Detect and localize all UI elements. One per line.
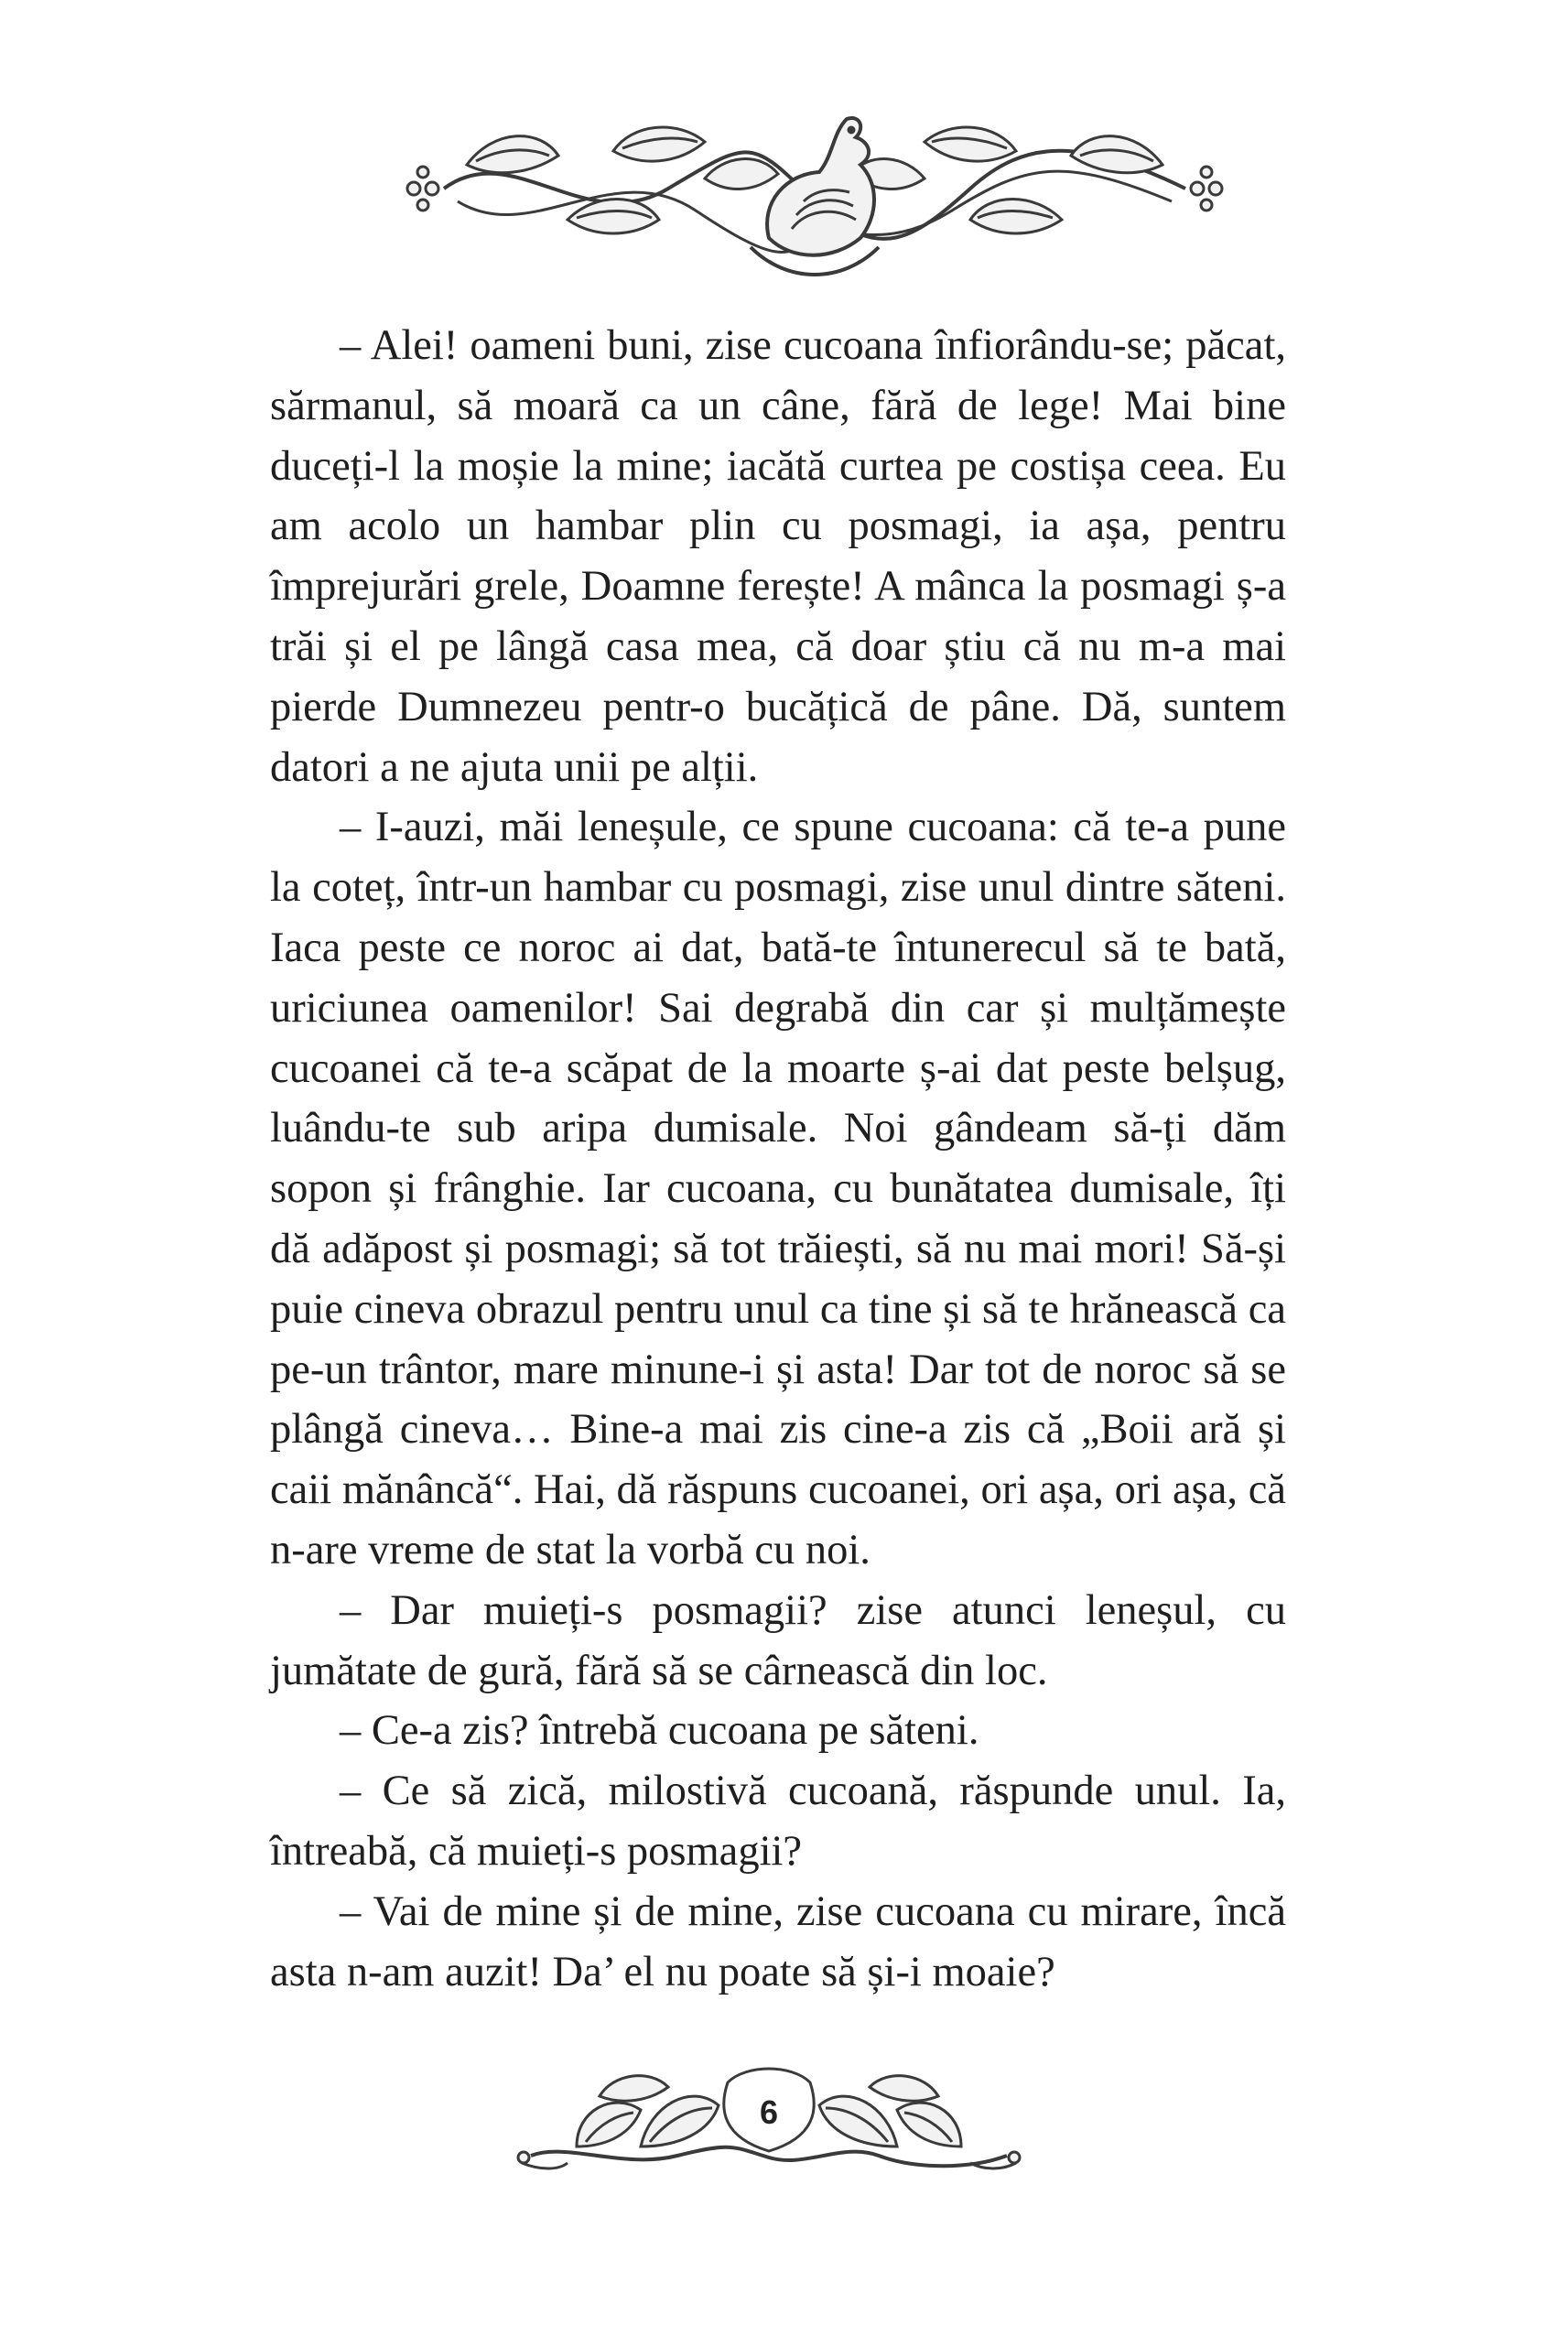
paragraph-2: – I-auzi, măi leneșule, ce spune cucoana: că te-a pune la coteț, într-un hambar cu posmagi, zise unul dintre săteni. Iaca peste ce noroc ai dat, bată-te întunerecul să te bată, uriciunea oamenilor! Sai degrabă din car și mulțămește cucoanei că te-a scăpat de la moarte ș-ai dat peste belșug, luându-te sub aripa dumisale. Noi gândeam să-ți dăm sopon și frânghie. Iar cucoana, cu bunătatea dumisale, îți dă adăpost și posmagi; să tot trăiești, să nu mai mori! Să-și puie cineva obrazul pentru unul ca tine și să te hrănească ca pe-un trântor, mare minune-i și asta! Dar tot de noroc să se plângă cineva… Bine-a mai zis cine-a zis că „Boii ară și caii mănâncă“. Hai, dă răspuns cucoanei, ori așa, ori așa, că n-are vreme de stat la vorbă cu noi. bbox=[270, 804, 1286, 1573]
paragraph-1: – Alei! oameni buni, zise cucoana înfiorându-se; păcat, sărmanul, să moară ca un câne, fără de lege! Mai bine duceți-l la moșie la mine; iacătă curtea pe costișa ceea. Eu am acolo un hambar plin cu posmagi, ia așa, pentru împrejurări grele, Doamne ferește! A mânca la posmagi ș-a trăi și el pe lângă casa mea, că doar știu că nu m-a mai pierde Dumnezeu pentr-o bucățică de pâne. Dă, suntem datori a ne ajuta unii pe alții. bbox=[270, 322, 1286, 791]
paragraph-3: – Dar muieți-s posmagii? zise atunci leneșul, cu jumătate de gură, fără să se cârnească din loc. bbox=[270, 1586, 1286, 1694]
top-ornament bbox=[403, 101, 1227, 293]
paragraph-4: – Ce-a zis? întrebă cucoana pe săteni. bbox=[340, 1707, 979, 1755]
page-number: 6 bbox=[759, 2093, 779, 2131]
paragraph-6: – Vai de mine și de mine, zise cucoana cu mirare, încă asta n-am auzit! Da’ el nu poate să și-i moaie? bbox=[270, 1887, 1286, 1995]
body-text bbox=[270, 316, 1286, 2002]
paragraph-5: – Ce să zică, milostivă cucoană, răspunde unul. Ia, întreabă, că muieți-s posmagii? bbox=[270, 1768, 1286, 1875]
